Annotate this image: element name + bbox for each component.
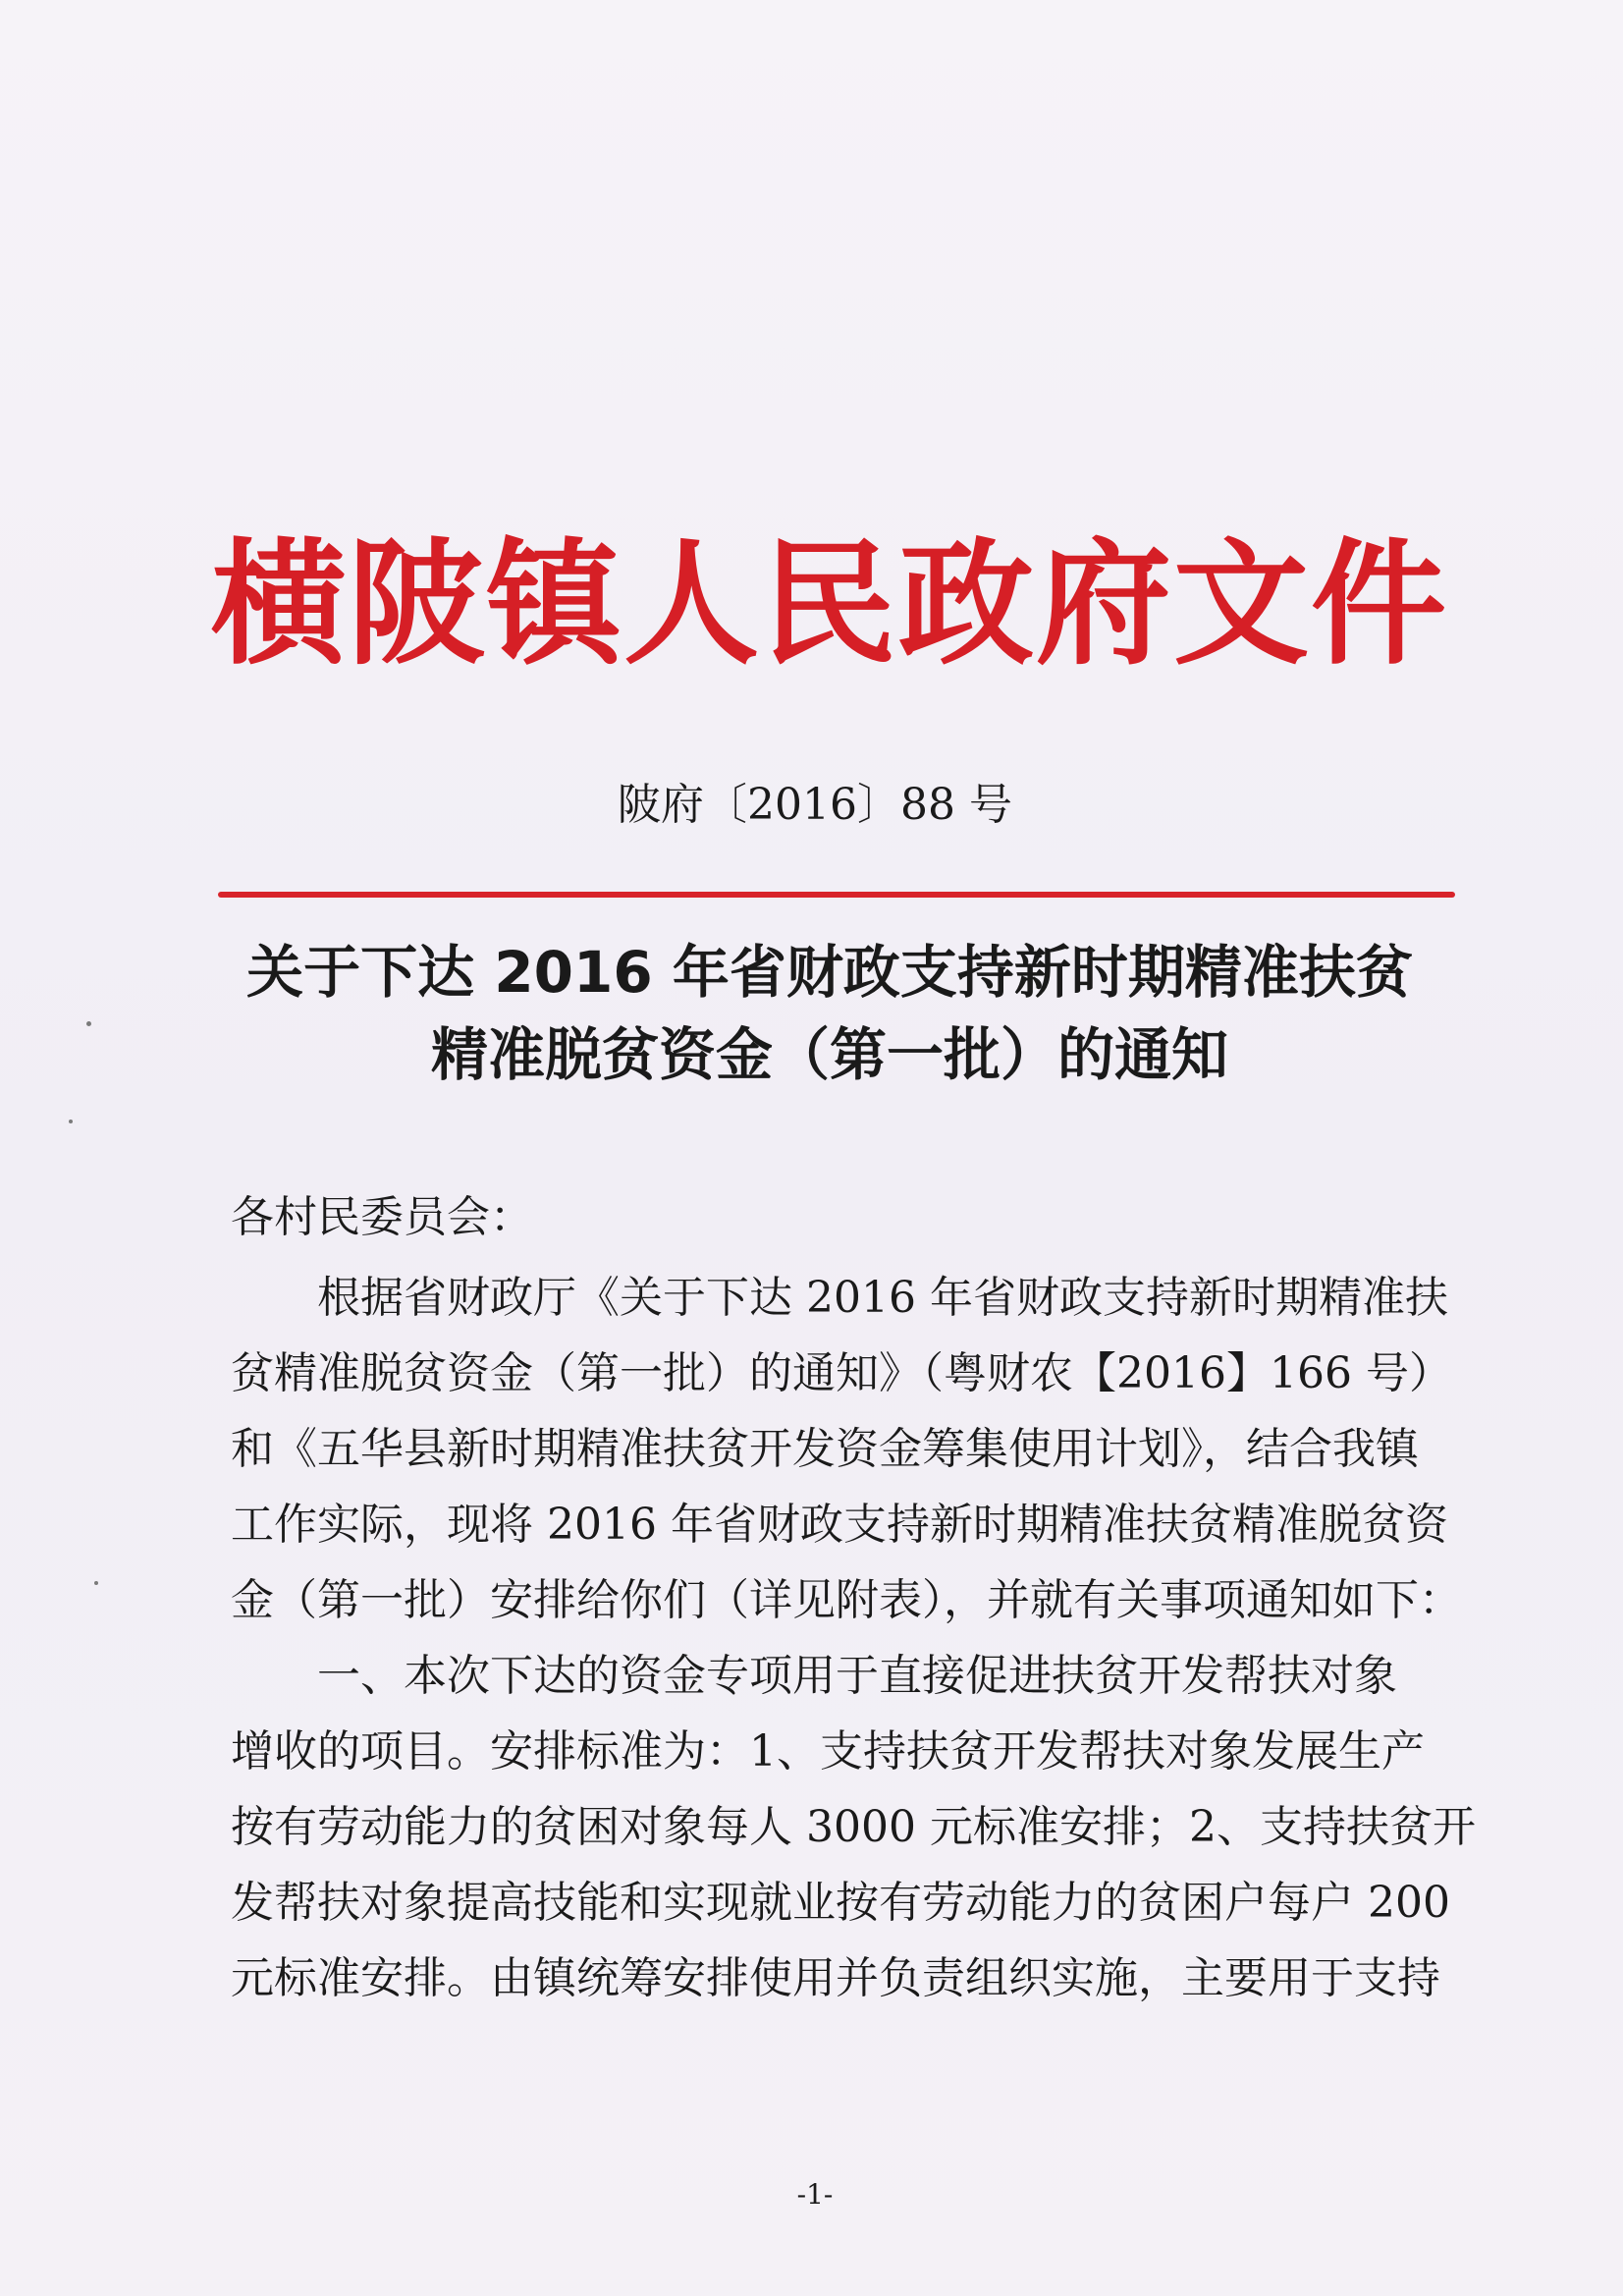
salutation: 各村民委员会： xyxy=(231,1192,533,1242)
scan-speck xyxy=(86,1021,91,1026)
body-text xyxy=(231,1260,1476,2016)
notice-title-line-1: 关于下达 2016 年省财政支持新时期精准扶贫 xyxy=(246,939,1413,1006)
scan-speck xyxy=(94,1581,98,1585)
scan-speck xyxy=(69,1120,73,1123)
issuing-authority-title: 横陂镇人民政府文件 xyxy=(211,523,1449,683)
notice-title xyxy=(211,931,1448,1096)
body-line: 增收的项目。安排标准为：1、支持扶贫开发帮扶对象发展生产 xyxy=(231,1726,1425,1777)
body-line: 贫精准脱贫资金（第一批）的通知》（粤财农【2016】166 号） xyxy=(231,1348,1452,1398)
body-line: 按有劳动能力的贫困对象每人 3000 元标准安排；2、支持扶贫开 xyxy=(231,1802,1476,1852)
page-number: -1- xyxy=(796,2178,834,2211)
body-line: 一、本次下达的资金专项用于直接促进扶贫开发帮扶对象 xyxy=(317,1651,1397,1701)
body-line: 根据省财政厅《关于下达 2016 年省财政支持新时期精准扶 xyxy=(317,1273,1448,1323)
body-line: 发帮扶对象提高技能和实现就业按有劳动能力的贫困户每户 200 xyxy=(231,1878,1450,1928)
body-line: 和《五华县新时期精准扶贫开发资金筹集使用计划》，结合我镇 xyxy=(231,1424,1419,1474)
body-line: 工作实际，现将 2016 年省财政支持新时期精准扶贫精准脱贫资 xyxy=(231,1500,1448,1550)
notice-title-line-2: 精准脱贫资金（第一批）的通知 xyxy=(430,1021,1228,1088)
body-line: 金（第一批）安排给你们（详见附表），并就有关事项通知如下： xyxy=(231,1575,1462,1625)
document-number: 陂府〔2016〕88 号 xyxy=(618,780,1012,830)
body-line: 元标准安排。由镇统筹安排使用并负责组织实施，主要用于支持 xyxy=(231,1953,1440,2003)
red-separator-line xyxy=(218,892,1455,898)
